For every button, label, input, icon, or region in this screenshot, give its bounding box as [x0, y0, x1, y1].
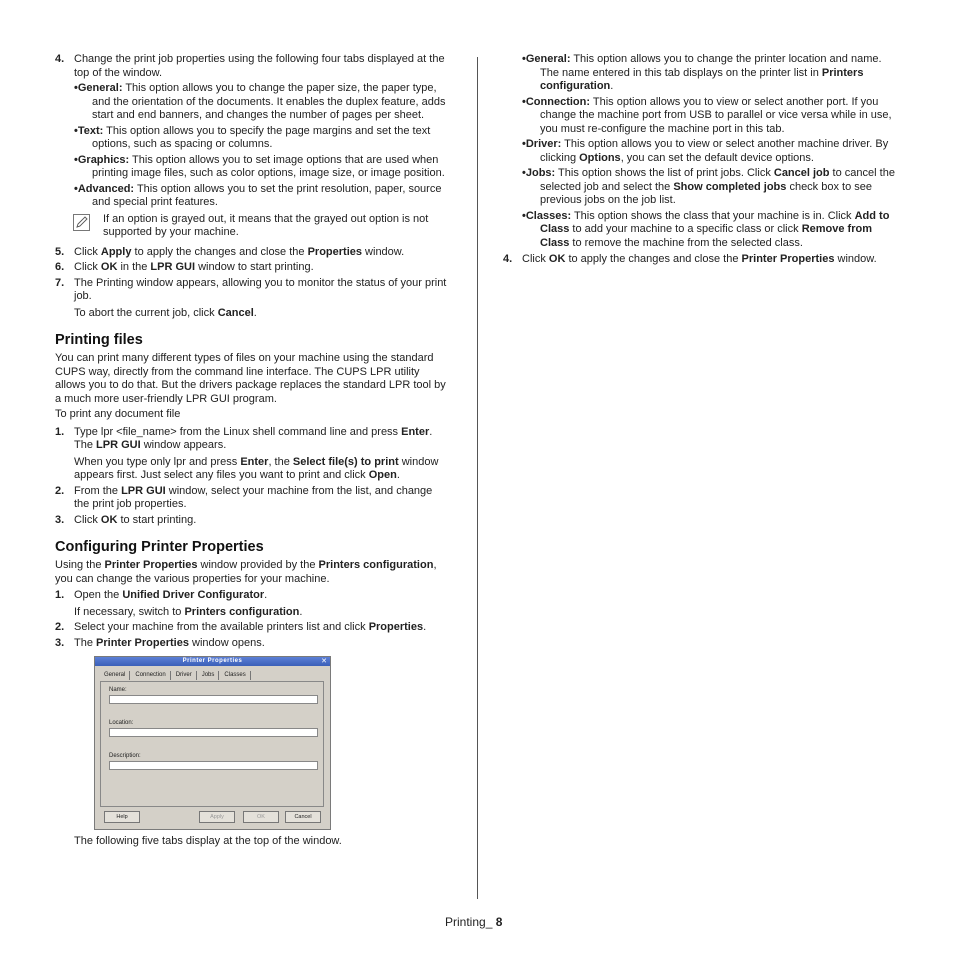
text: in the: [117, 261, 151, 273]
text: The Printing window appears, allowing you to monitor the status of your print job.: [74, 276, 447, 302]
printing-files-intro: You can print many different types of files on your machine using the standard CUPS way, directly from the command line interface. The CUPS LPR utility allows you to do that. But the drivers package replaces the standard LPR tool by a much more user-friendly LPR GUI program.: [55, 352, 446, 405]
bold-term: OK: [548, 253, 566, 265]
text: Using the: [55, 559, 105, 571]
tab-general-desc: [55, 82, 450, 123]
definition: This option allows you to view or select another port. If you change the machine port from USB to parallel or vice versa while in use, you must re-configure the machine port in this tab.: [540, 95, 892, 135]
bold-term: Printers configuration: [540, 66, 864, 92]
note-pencil-icon: [73, 214, 90, 231]
step-number: 3.: [55, 636, 65, 649]
tab-classes[interactable]: Classes: [220, 671, 250, 680]
tab-classes-desc: [503, 210, 898, 251]
cancel-button[interactable]: Cancel: [285, 811, 321, 823]
text: check box to see previous jobs on the job list.: [540, 180, 872, 206]
text: .: [610, 80, 614, 92]
bold-term: LPR GUI: [150, 261, 196, 273]
tab-connection[interactable]: Connection: [131, 671, 170, 680]
bold-term: OK: [100, 513, 118, 526]
text: window opens.: [188, 636, 265, 649]
text: , you can set the default device options.: [620, 151, 814, 164]
text: .: [396, 469, 400, 481]
step-4-apply: [503, 253, 898, 267]
text: Click: [74, 245, 101, 258]
text: If necessary, switch to: [74, 605, 185, 618]
bold-term: Apply: [100, 245, 132, 258]
term: •Classes:: [522, 209, 572, 222]
config-intro: [55, 559, 450, 586]
text: to add your machine to a specific class or click: [569, 223, 802, 235]
text: .: [253, 306, 257, 319]
bold-term: Cancel job: [773, 167, 830, 179]
definition: This option allows you to specify the page margins and set the text options, such as spacing or columns.: [92, 124, 431, 150]
text: window, select your machine from the list, and change the print job properties.: [74, 484, 433, 510]
text: Click: [522, 253, 549, 265]
bold-term: Unified Driver Configurator: [122, 589, 265, 601]
bold-term: Open: [368, 469, 397, 481]
definition: This option shows the class that your machine is in. Click: [571, 209, 855, 222]
tab-general[interactable]: General: [100, 671, 130, 680]
text: to start printing.: [117, 513, 197, 526]
step-number: 7.: [55, 276, 65, 289]
pf-step-2: [55, 485, 450, 512]
text: Open the: [74, 589, 123, 601]
text: .: [264, 589, 268, 601]
bold-term: OK: [100, 261, 118, 273]
dialog-title: Printer Properties: [95, 657, 330, 666]
bold-term: Properties: [307, 245, 362, 258]
close-icon[interactable]: ✕: [321, 658, 327, 665]
step-number: 1.: [55, 589, 65, 601]
step-6: [55, 261, 450, 275]
text: window appears.: [140, 439, 227, 451]
bold-term: Printers configuration: [318, 559, 434, 571]
left-column: [55, 53, 450, 851]
text: window provided by the: [197, 559, 319, 571]
tab-text-desc: [55, 125, 450, 152]
step-number: 3.: [55, 513, 65, 526]
column-divider: [477, 57, 478, 899]
term: •Connection:: [522, 95, 591, 108]
step-4-change-properties: [55, 53, 450, 80]
tab-driver-desc: [503, 138, 898, 165]
bold-term: Enter: [401, 425, 430, 438]
term: •Driver:: [522, 138, 562, 150]
page-number: 8: [495, 915, 503, 929]
tab-connection-desc: [503, 96, 898, 137]
cfg-step-1-detail: [55, 606, 450, 620]
text: .: [299, 605, 303, 618]
text: .: [423, 621, 427, 633]
bold-term: Enter: [240, 455, 269, 468]
term: •Jobs:: [522, 167, 556, 179]
step-7: [55, 277, 450, 304]
term: •General:: [74, 82, 123, 94]
text: The: [74, 636, 97, 649]
text: From the: [74, 484, 122, 497]
text: When you type only lpr and press: [74, 455, 241, 468]
definition: This option allows you to set the print resolution, paper, source and special print features.: [92, 182, 442, 208]
right-column: [503, 53, 898, 269]
definition: This option allows you to change the paper size, the paper type, and the orientation of the documents. It enables the duplex feature, adds start and end banners, and changes the number of pages per sheet.: [92, 82, 446, 121]
name-field[interactable]: [109, 695, 318, 704]
term: •Graphics:: [74, 153, 130, 166]
page-footer: [445, 915, 502, 929]
bold-term: Options: [579, 151, 621, 164]
name-label: Name:: [109, 687, 127, 693]
text: , the: [268, 455, 293, 468]
cfg-step-3: [55, 637, 450, 651]
bold-term: LPR GUI: [96, 439, 141, 451]
step-number: 4.: [55, 53, 65, 65]
abort-instruction: [55, 307, 450, 321]
term: •Text:: [74, 124, 104, 137]
pf-step-1: [55, 426, 450, 453]
pf-step-1-detail: [55, 456, 450, 483]
text: Type lpr <file_name> from the Linux shell command line and press: [74, 425, 402, 438]
bold-term: Cancel: [217, 306, 254, 319]
term: •Advanced:: [74, 182, 135, 195]
tab-driver[interactable]: Driver: [172, 671, 197, 680]
cfg-step-1: [55, 589, 450, 603]
description-field[interactable]: [109, 761, 318, 770]
bold-term: Printer Properties: [741, 253, 835, 265]
text: window.: [362, 245, 405, 258]
five-tabs-caption: The following five tabs display at the top of the window.: [74, 835, 342, 847]
step-number: 2.: [55, 484, 65, 497]
tab-general-desc: [503, 53, 898, 94]
text: window appears first. Just select any files you want to print and click: [74, 455, 439, 481]
step-text: Change the print job properties using the following four tabs displayed at the top of the window.: [74, 53, 445, 79]
bold-term: Printer Properties: [96, 636, 189, 649]
bold-term: Remove from Class: [540, 223, 872, 249]
definition: This option allows you to change the printer location and name. The name entered in this tab displays on the printer list in: [540, 53, 882, 79]
step-number: 6.: [55, 261, 65, 273]
text: , you can change the various properties for your machine.: [55, 559, 437, 585]
dialog-pane: [100, 681, 324, 807]
definition: This option shows the list of print jobs. Click: [555, 167, 774, 179]
step-number: 2.: [55, 621, 65, 633]
help-button[interactable]: Help: [104, 811, 140, 823]
text: To abort the current job, click: [74, 306, 218, 319]
definition: This option allows you to set image options that are used when printing image files, such as color options, image size, or image position.: [92, 153, 445, 179]
term: •General:: [522, 53, 571, 65]
footer-section: Printing_: [445, 915, 493, 929]
definition: This option allows you to view or select another machine driver. By clicking: [540, 138, 889, 164]
ok-button[interactable]: OK: [243, 811, 279, 823]
bold-term: Properties: [368, 621, 424, 633]
bold-term: Add to Class: [540, 209, 890, 235]
text: Click: [74, 513, 101, 526]
text: to apply the changes and close the: [131, 245, 308, 258]
text: Select your machine from the available printers list and click: [74, 621, 369, 633]
bold-term: LPR GUI: [121, 484, 166, 497]
printing-files-heading: Printing files: [55, 332, 143, 348]
text: to apply the changes and close the: [565, 253, 742, 265]
note-box: [55, 213, 450, 240]
step-5: [55, 246, 450, 260]
text: Click: [74, 261, 101, 273]
step-number: 4.: [503, 253, 513, 265]
configuring-printer-properties-heading: Configuring Printer Properties: [55, 539, 264, 555]
step-number: 1.: [55, 425, 65, 438]
pf-step-3: [55, 514, 450, 528]
apply-button[interactable]: Apply: [199, 811, 235, 823]
cfg-step-2: [55, 621, 450, 635]
text: . The: [74, 425, 433, 451]
bold-term: Show completed jobs: [673, 180, 787, 193]
bold-term: Select file(s) to print: [292, 455, 399, 468]
text: window to start printing.: [195, 261, 314, 273]
printer-properties-dialog-screenshot: [94, 656, 331, 830]
location-field[interactable]: [109, 728, 318, 737]
text: to remove the machine from the selected class.: [569, 236, 803, 249]
note-text: If an option is grayed out, it means that the grayed out option is not supported by your machine.: [103, 212, 429, 238]
step-number: 5.: [55, 245, 65, 258]
tab-jobs-desc: [503, 167, 898, 208]
tab-jobs[interactable]: Jobs: [198, 671, 220, 680]
printing-files-lead: To print any document file: [55, 408, 181, 420]
tab-graphics-desc: [55, 154, 450, 181]
tab-advanced-desc: [55, 183, 450, 210]
text: to cancel the selected job and select the: [540, 167, 895, 193]
bold-term: Printer Properties: [104, 559, 198, 571]
description-label: Description:: [109, 753, 141, 759]
text: window.: [834, 253, 877, 265]
location-label: Location:: [109, 720, 134, 726]
bold-term: Printers configuration: [184, 605, 300, 618]
